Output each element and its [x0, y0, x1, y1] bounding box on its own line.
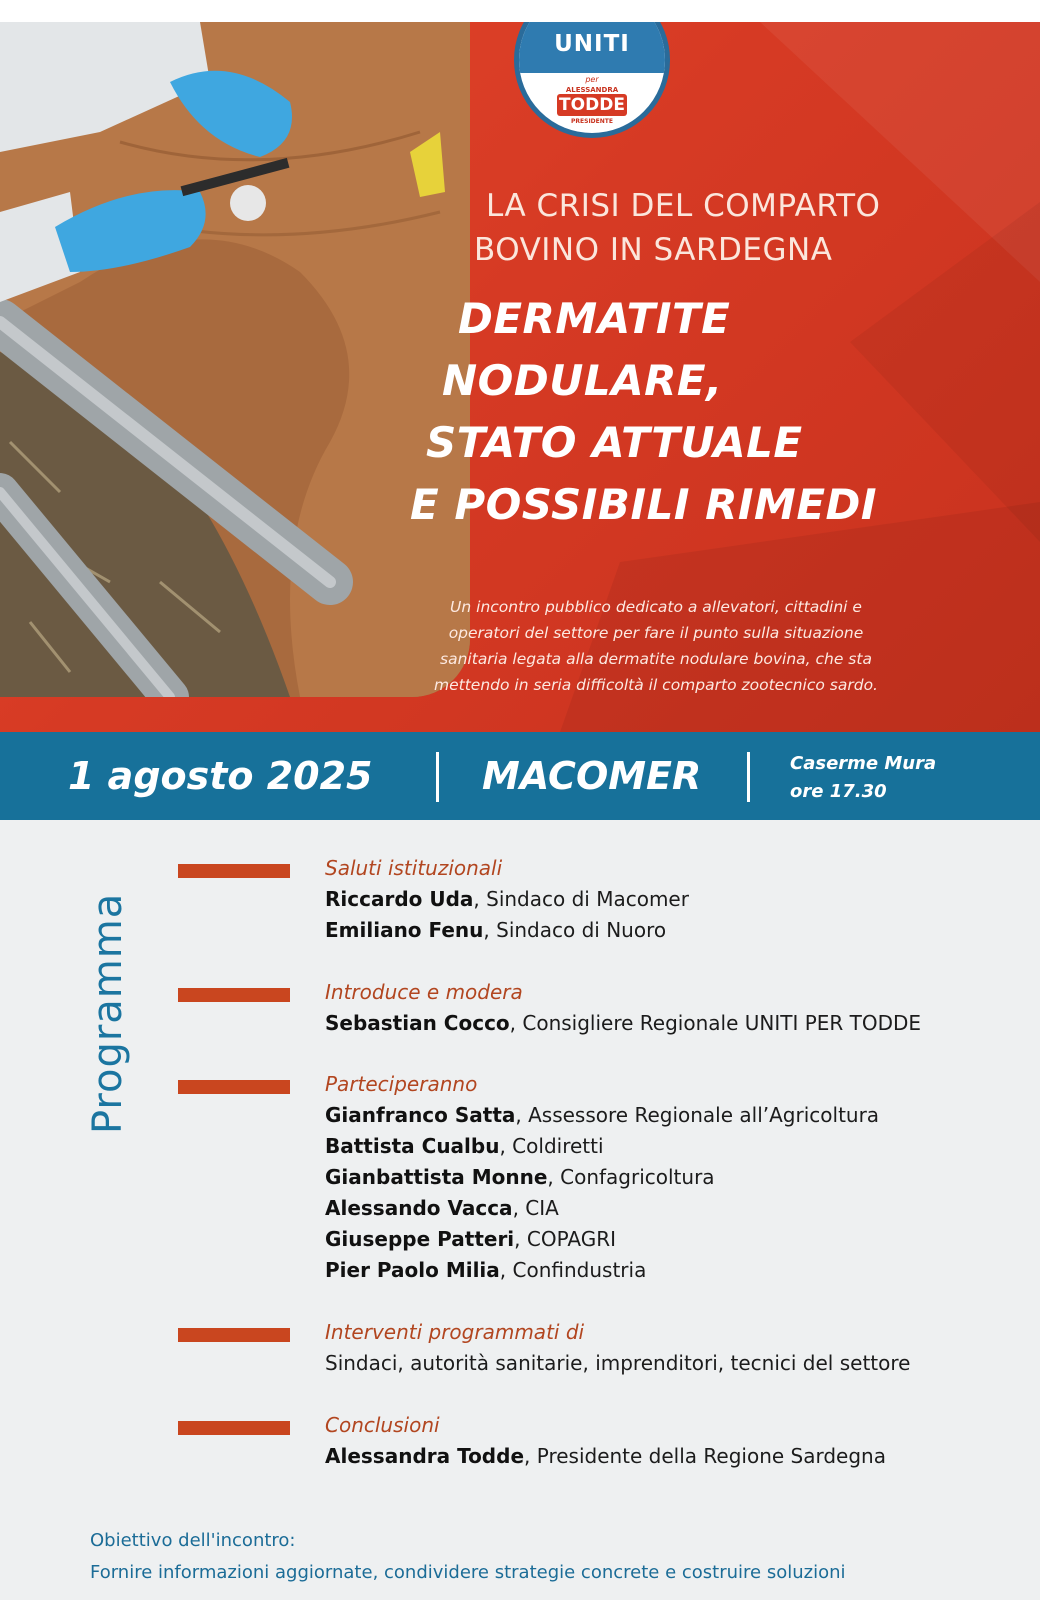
- section-title: Conclusioni: [325, 1413, 440, 1437]
- program-line: [325, 918, 666, 942]
- logo-role: PRESIDENTE: [571, 118, 613, 125]
- speaker-name: Riccardo Uda: [325, 887, 474, 911]
- event-venue-time: [790, 750, 936, 806]
- logo-name: ALESSANDRA: [565, 86, 619, 94]
- objective-text: Fornire informazioni aggiornate, condividere strategie concrete e costruire soluzioni: [90, 1562, 846, 1583]
- program-line: [325, 887, 689, 911]
- logo-surname: TODDE: [557, 94, 627, 116]
- event-date: 1 agosto 2025: [68, 754, 373, 798]
- speaker-name: Pier Paolo Milia: [325, 1258, 500, 1282]
- speaker-role: , COPAGRI: [514, 1227, 616, 1251]
- hero-section: [0, 22, 1040, 732]
- intro-line: sanitaria legata alla dermatite nodulare bovina, che sta: [440, 650, 872, 668]
- title-line-4: E POSSIBILI RIMEDI: [410, 480, 878, 529]
- intro-line: operatori del settore per fare il punto sulla situazione: [448, 624, 864, 642]
- speaker-name: Alessandra Todde: [325, 1444, 525, 1468]
- speaker-name: Battista Cualbu: [325, 1134, 500, 1158]
- speaker-role: , CIA: [512, 1196, 559, 1220]
- objective-title: Obiettivo dell'incontro:: [90, 1530, 296, 1551]
- speaker-role: , Sindaco di Macomer: [473, 887, 689, 911]
- speaker-name: Alessando Vacca: [325, 1196, 513, 1220]
- intro-line: Un incontro pubblico dedicato a allevatori, cittadini e: [450, 598, 862, 616]
- event-city: MACOMER: [482, 754, 702, 798]
- title-line-3: STATO ATTUALE: [426, 418, 803, 467]
- section-marker: [178, 1421, 290, 1435]
- section-title: Parteciperanno: [325, 1072, 478, 1096]
- program-label: Programma: [85, 892, 131, 1134]
- section-title: Introduce e modera: [325, 980, 523, 1004]
- speaker-role: , Presidente della Regione Sardegna: [524, 1444, 886, 1468]
- event-venue: Caserme Mura: [790, 753, 937, 774]
- logo-word: UNITI: [554, 31, 630, 57]
- speaker-role: , Confindustria: [499, 1258, 647, 1282]
- intro-paragraph: [346, 594, 966, 698]
- speaker-name: Sebastian Cocco: [325, 1011, 510, 1035]
- speaker-role: , Confagricoltura: [547, 1165, 715, 1189]
- program-line: [325, 1444, 886, 1468]
- speaker-name: Gianbattista Monne: [325, 1165, 548, 1189]
- event-time: ore 17.30: [790, 781, 887, 802]
- program-line: [325, 1103, 879, 1127]
- event-info-band: [0, 732, 1040, 820]
- program-line: [325, 1011, 921, 1035]
- band-divider: [436, 752, 439, 802]
- uniti-todde-logo: [514, 22, 670, 138]
- speaker-role: , Coldiretti: [499, 1134, 604, 1158]
- kicker-line-1: LA CRISI DEL COMPARTO: [486, 188, 881, 224]
- section-marker: [178, 1328, 290, 1342]
- program-line: [325, 1134, 604, 1158]
- speaker-role: , Assessore Regionale all’Agricoltura: [515, 1103, 880, 1127]
- program-line: [325, 1351, 910, 1375]
- speaker-role: , Consigliere Regionale UNITI PER TODDE: [509, 1011, 922, 1035]
- speaker-name: Emiliano Fenu: [325, 918, 484, 942]
- program-line: [325, 1165, 715, 1189]
- speaker-name: Giuseppe Patteri: [325, 1227, 515, 1251]
- section-title: Interventi programmati di: [325, 1320, 585, 1344]
- title-line-2: NODULARE,: [442, 356, 723, 405]
- intro-line: mettendo in seria difficoltà il comparto zootecnico sardo.: [434, 676, 878, 694]
- program-line: [325, 1227, 616, 1251]
- band-divider: [747, 752, 750, 802]
- section-marker: [178, 988, 290, 1002]
- speaker-role: Sindaci, autorità sanitarie, imprenditori, tecnici del settore: [325, 1351, 911, 1375]
- section-title: Saluti istituzionali: [325, 856, 503, 880]
- logo-per: per: [585, 75, 599, 84]
- section-marker: [178, 864, 290, 878]
- kicker-line-2: BOVINO IN SARDEGNA: [474, 232, 833, 268]
- title-line-1: DERMATITE: [458, 294, 731, 343]
- event-poster: [0, 22, 1040, 1600]
- program-line: [325, 1196, 559, 1220]
- speaker-role: , Sindaco di Nuoro: [483, 918, 667, 942]
- section-marker: [178, 1080, 290, 1094]
- program-line: [325, 1258, 646, 1282]
- speaker-name: Gianfranco Satta: [325, 1103, 516, 1127]
